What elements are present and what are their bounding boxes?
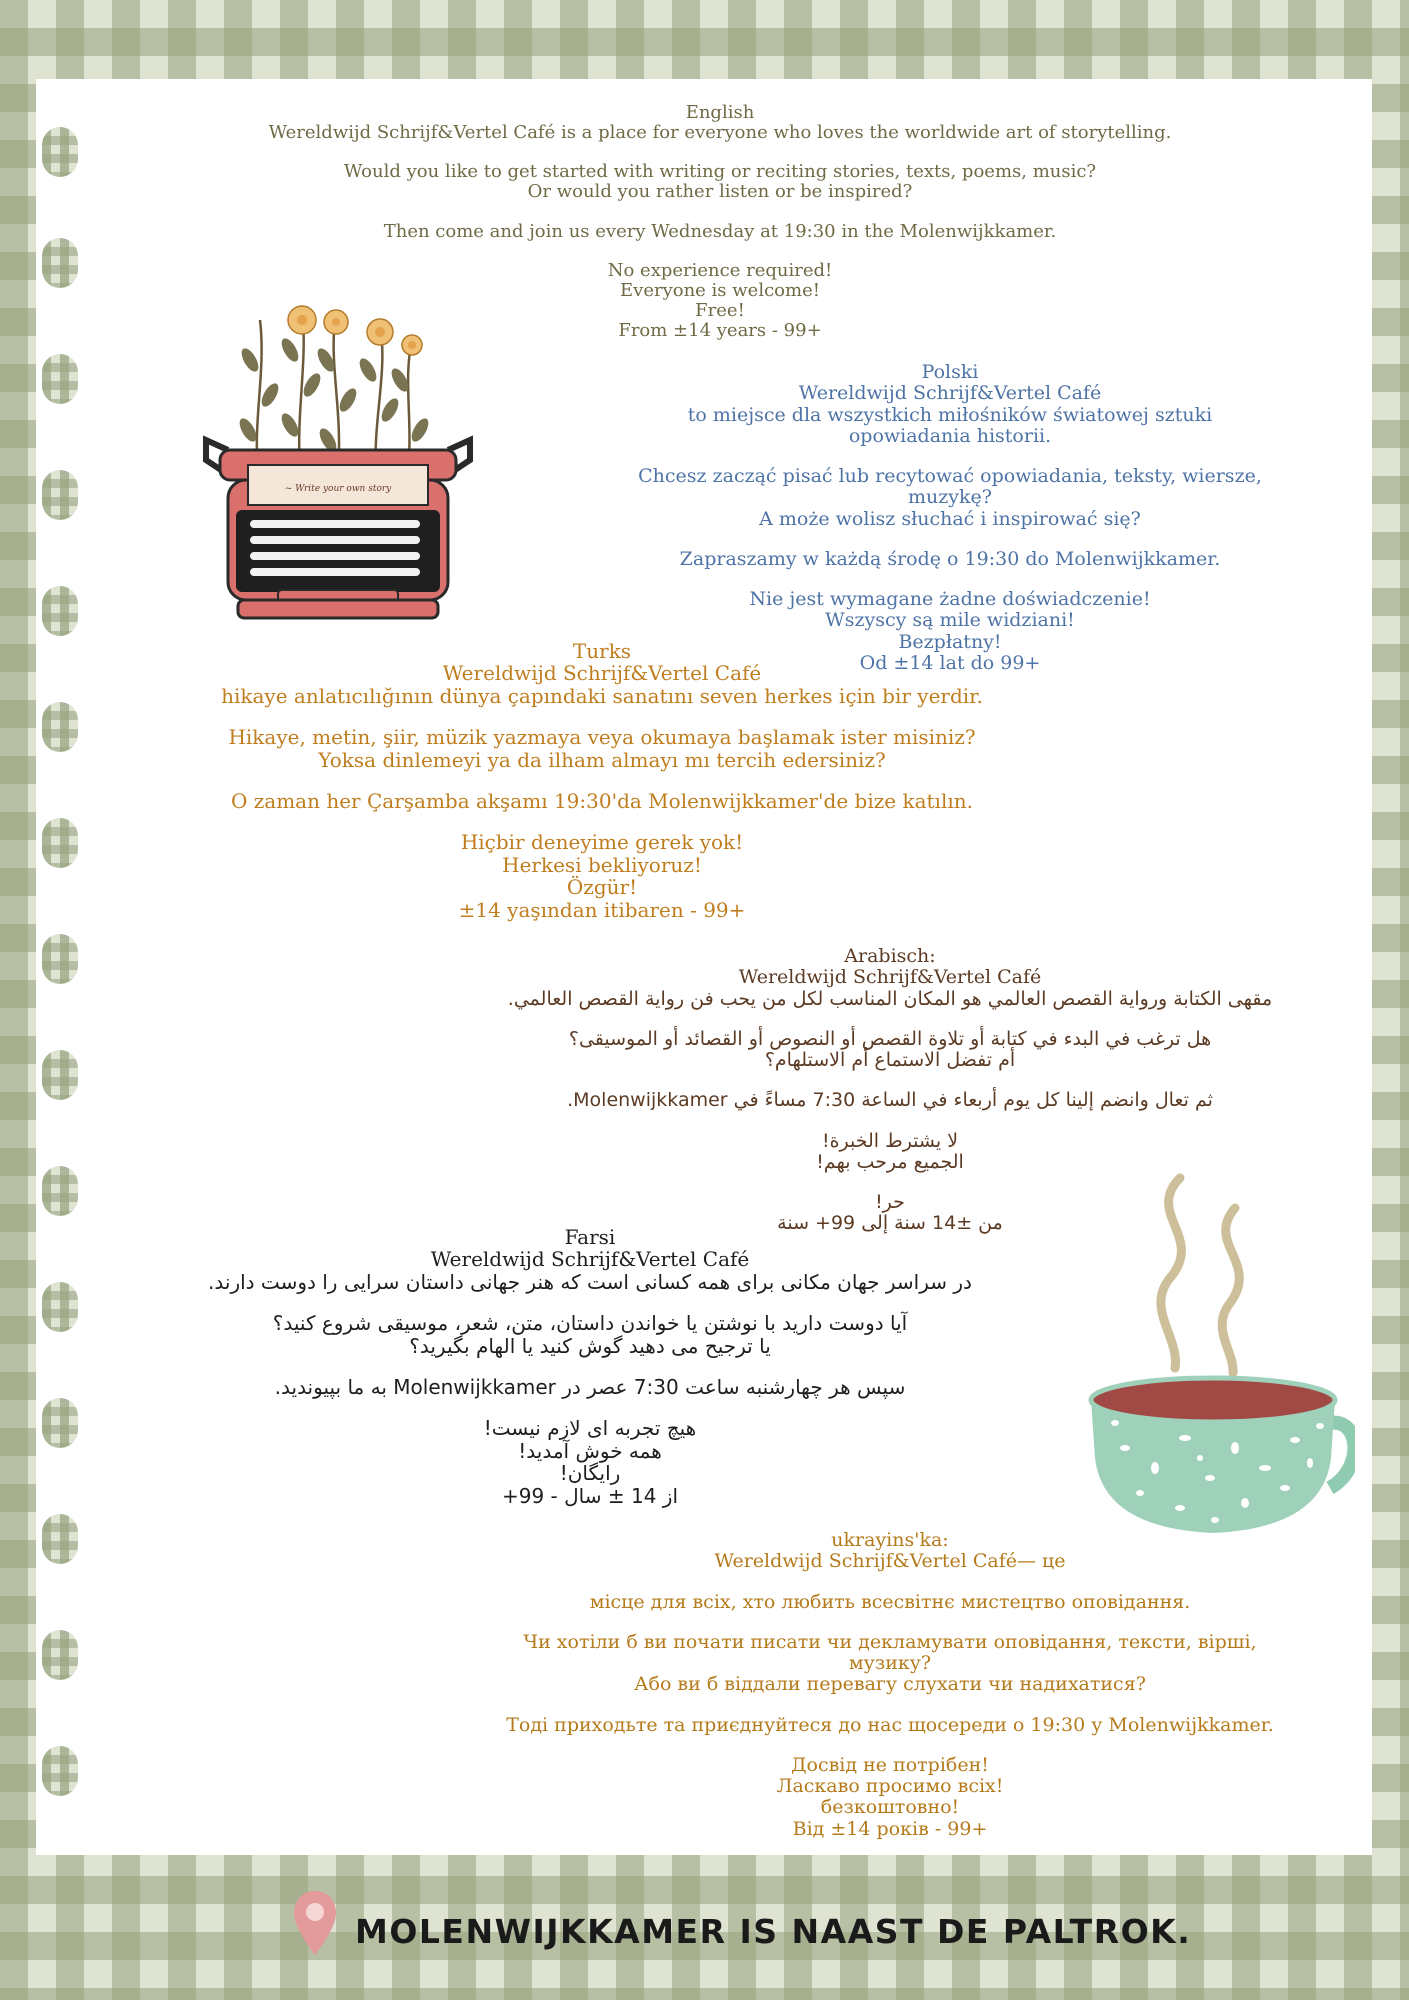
polski-line: Bezpłatny!	[898, 630, 1002, 653]
arabisch-line: لا يشترط الخبرة!	[821, 1129, 959, 1152]
turks-line: Hikaye, metin, şiir, müzik yazmaya veya okumaya başlamak ister misiniz?	[228, 725, 976, 750]
arabisch-line: حر!	[875, 1191, 905, 1214]
notebook-hole	[42, 354, 78, 404]
notebook-hole	[42, 586, 78, 636]
ukrainian-line: Чи хотіли б ви почати писати чи декламувати оповідання, тексти, вірші,	[523, 1630, 1257, 1653]
polski-line: Wszyscy są mile widziani!	[825, 609, 1075, 632]
map-pin-icon	[292, 1889, 338, 1957]
polski-line: muzykę?	[908, 486, 992, 509]
typewriter-paper-text: ~ Write your own story	[284, 484, 392, 494]
polski-line: Wereldwijd Schrijf&Vertel Café	[798, 382, 1102, 405]
farsi-line: یا ترجیح می دهید گوش کنید یا الهام بگیرید؟	[409, 1333, 771, 1358]
english-line: Wereldwijd Schrijf&Vertel Café is a place for everyone who loves the worldwide art of storytelling.	[268, 122, 1172, 144]
english-heading: English	[685, 102, 755, 123]
polski-line: A może wolisz słuchać i inspirować się?	[759, 507, 1141, 530]
turks-line: Herkesi bekliyoruz!	[502, 852, 702, 877]
english-line: From ±14 years - 99+	[618, 320, 822, 342]
ukrainian-heading: ukrayins'ka:	[831, 1529, 949, 1551]
turks-line: Özgür!	[566, 875, 638, 900]
notebook-hole	[42, 127, 78, 177]
arabisch-line: مقهى الكتابة ورواية القصص العالمي هو المكان المناسب لكل من يحب فن رواية القصص العالمي.	[507, 987, 1273, 1010]
farsi-line: سپس هر چهارشنبه ساعت 7:30 عصر در Molenwijkkamer به ما بپیوندید.	[274, 1374, 906, 1399]
arabisch-line: هل ترغب في البدء في كتابة أو تلاوة القصص أو النصوص أو القصائد أو الموسيقى؟	[568, 1027, 1212, 1050]
footer-location-text: MOLENWIJKKAMER IS NAAST DE PALTROK.	[355, 1912, 1192, 1951]
polski-line: Nie jest wymagane żadne doświadczenie!	[749, 588, 1151, 611]
turks-line: O zaman her Çarşamba akşamı 19:30'da Molenwijkkamer'de bize katılın.	[231, 788, 973, 813]
arabisch-line: الجميع مرحب بهم!	[816, 1150, 964, 1173]
english-line: Then come and join us every Wednesday at 19:30 in the Molenwijkkamer.	[383, 220, 1057, 242]
notebook-hole	[42, 1166, 78, 1216]
notebook-hole	[42, 1050, 78, 1100]
english-line: Free!	[695, 300, 745, 322]
notebook-hole	[42, 934, 78, 984]
turks-section	[92, 640, 1112, 921]
arabisch-cafe-name: Wereldwijd Schrijf&Vertel Café	[738, 966, 1042, 989]
notebook-hole	[42, 1282, 78, 1332]
arabisch-line: ثم تعال وانضم إلينا كل يوم أربعاء في الساعة 7:30 مساءً في Molenwijkkamer.	[567, 1089, 1213, 1112]
polski-section	[560, 362, 1340, 674]
turks-line: ±14 yaşından itibaren - 99+	[458, 897, 746, 922]
polski-line: Od ±14 lat do 99+	[859, 651, 1041, 674]
ukrainian-line: Досвід не потрібен!	[791, 1753, 989, 1776]
notebook-hole	[42, 1398, 78, 1448]
farsi-line: هیچ تجربه ای لازم نیست!	[483, 1416, 697, 1441]
notebook-hole	[42, 470, 78, 520]
polski-line: to miejsce dla wszystkich miłośników światowej sztuki	[687, 403, 1213, 426]
ukrainian-section	[420, 1530, 1360, 1840]
ukrainian-line: музику?	[848, 1652, 932, 1675]
ukrainian-line: Тоді приходьте та приєднуйтеся до нас щосереди о 19:30 у Molenwijkkamer.	[506, 1713, 1274, 1736]
english-line: Everyone is welcome!	[620, 279, 820, 301]
farsi-heading: Farsi	[564, 1225, 616, 1249]
farsi-line: از 14 ± سال - 99+	[501, 1483, 679, 1508]
ukrainian-line: Wereldwijd Schrijf&Vertel Café— це	[714, 1550, 1066, 1573]
turks-line: Yoksa dinlemeyi ya da ilham almayı mı tercih edersiniz?	[318, 747, 886, 772]
notebook-hole	[42, 818, 78, 868]
english-line: No experience required!	[607, 259, 833, 281]
turks-line: Hiçbir deneyime gerek yok!	[460, 830, 744, 855]
ukrainian-line: Від ±14 років - 99+	[792, 1817, 988, 1840]
arabisch-line: أم تفضل الاستماع أم الاستلهام؟	[764, 1049, 1016, 1072]
english-line: Would you like to get started with writing or reciting stories, texts, poems, music?	[343, 161, 1097, 183]
turks-line: hikaye anlatıcılığının dünya çapındaki sanatını seven herkes için bir yerdir.	[221, 683, 983, 708]
ukrainian-line: безкоштовно!	[820, 1796, 960, 1819]
polski-line: opowiadania historii.	[848, 424, 1052, 447]
arabisch-heading: Arabisch:	[844, 945, 936, 967]
farsi-line: در سراسر جهان مکانی برای همه کسانی است که هنر جهانی داستان سرایی را دوست دارند.	[208, 1269, 972, 1294]
polski-line: Chcesz zacząć pisać lub recytować opowiadania, teksty, wiersze,	[638, 465, 1262, 488]
polski-heading: Polski	[921, 361, 979, 383]
turks-line: Wereldwijd Schrijf&Vertel Café	[442, 661, 762, 686]
notebook-hole	[42, 1630, 78, 1680]
notebook-hole	[42, 702, 78, 752]
notebook-hole	[42, 1514, 78, 1564]
turks-heading: Turks	[572, 639, 632, 663]
farsi-section	[110, 1226, 1070, 1507]
polski-line: Zapraszamy w każdą środę o 19:30 do Molenwijkkamer.	[679, 547, 1221, 570]
farsi-line: آیا دوست دارید با نوشتن یا خواندن داستان، متن، شعر، موسیقی شروع کنید؟	[272, 1311, 908, 1336]
farsi-line: رایگان!	[559, 1461, 621, 1486]
farsi-line: همه خوش آمدید!	[518, 1438, 662, 1463]
typewriter-with-flowers-icon	[198, 300, 488, 630]
notebook-hole	[42, 1746, 78, 1796]
ukrainian-line: місце для всіх, хто любить всесвітнє мистецтво оповідання.	[589, 1590, 1191, 1613]
notebook-hole	[42, 238, 78, 288]
ukrainian-line: Або ви б віддали перевагу слухати чи надихатися?	[634, 1673, 1146, 1696]
farsi-cafe-name: Wereldwijd Schrijf&Vertel Café	[430, 1247, 750, 1272]
arabisch-line: من ±14 سنة إلى 99+ سنة	[777, 1212, 1003, 1235]
ukrainian-line: Ласкаво просимо всіх!	[776, 1775, 1004, 1798]
english-line: Or would you rather listen or be inspired?	[527, 181, 913, 203]
steaming-tea-cup-icon	[1085, 1168, 1355, 1538]
